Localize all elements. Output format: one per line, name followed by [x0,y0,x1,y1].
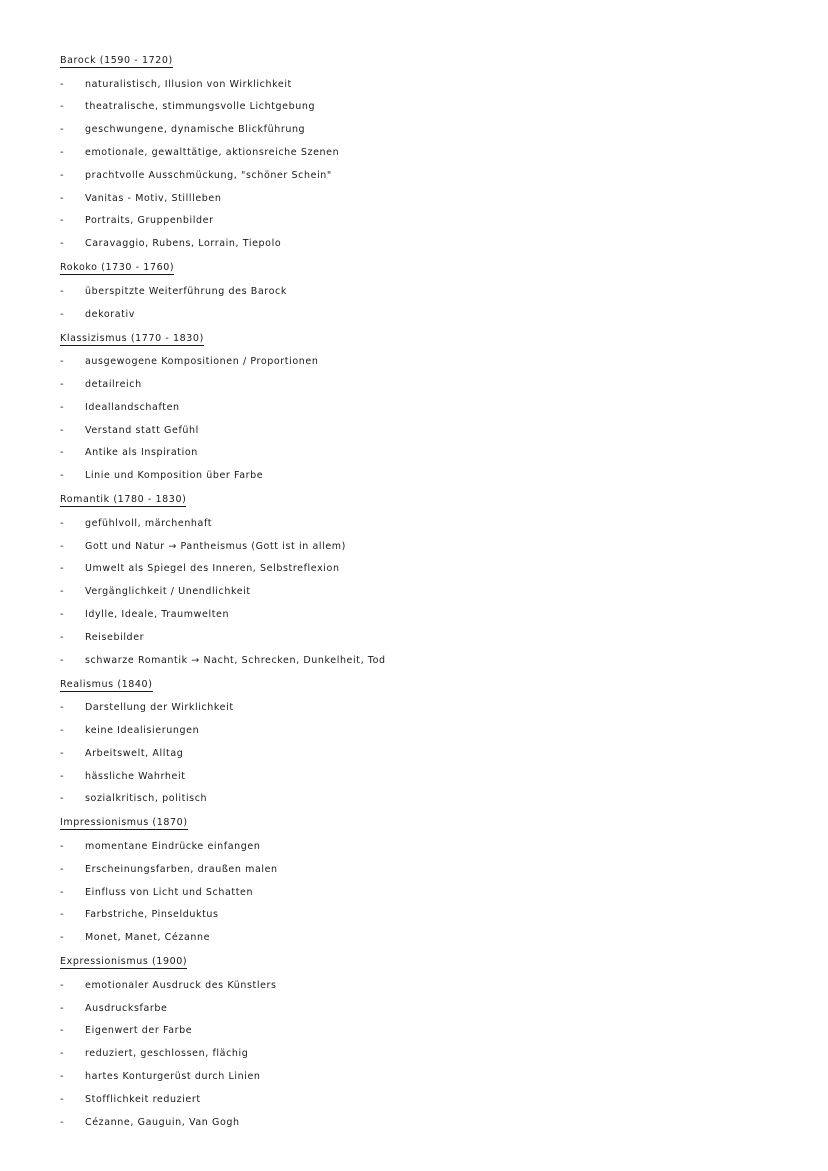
list-item [60,997,800,1020]
list-item [60,603,800,626]
list-item-text: theatralische, stimmungsvolle Lichtgebung [85,101,316,113]
dash-bullet: - [60,517,65,529]
dash-bullet: - [60,747,65,759]
dash-bullet: - [60,609,65,621]
section-heading [60,951,187,974]
dash-bullet: - [60,886,65,898]
list-item-text: Gott und Natur → Pantheismus (Gott ist in allem) [85,540,346,552]
dash-bullet: - [60,379,65,391]
list-item [60,350,800,373]
list-item-text: Stofflichkeit reduziert [85,1093,201,1105]
list-item-text: Cézanne, Gauguin, Van Gogh [85,1116,240,1128]
list-item-text: emotionale, gewalttätige, aktionsreiche Szenen [85,147,340,159]
section-heading-text: Expressionismus (1900) [60,956,188,968]
list-item [60,1088,800,1111]
list-item [60,512,800,535]
list-item [60,118,800,141]
list-item-text: reduziert, geschlossen, flächig [85,1048,249,1060]
list-item [60,187,800,210]
list-item-text: schwarze Romantik → Nacht, Schrecken, Dunkelheit, Tod [85,654,386,666]
section-heading [60,489,186,512]
list-item [60,558,800,581]
list-item [60,535,800,558]
dash-bullet: - [60,215,65,227]
list-item [60,303,800,326]
dash-bullet: - [60,793,65,805]
dash-bullet: - [60,770,65,782]
section-impressionismus [60,810,800,949]
dash-bullet: - [60,1025,65,1037]
dash-bullet: - [60,1002,65,1014]
list-item [60,1019,800,1042]
list-item-text: detailreich [85,379,142,391]
list-item-text: Antike als Inspiration [85,447,198,459]
dash-bullet: - [60,424,65,436]
list-item-text: Reisebilder [85,631,145,643]
list-item [60,232,800,255]
list-item [60,464,800,487]
dash-bullet: - [60,169,65,181]
dash-bullet: - [60,101,65,113]
list-item [60,396,800,419]
list-item [60,1042,800,1065]
dash-bullet: - [60,863,65,875]
list-item [60,649,800,672]
section-realismus [60,672,800,811]
dash-bullet: - [60,308,65,320]
section-barock [60,48,800,255]
list-item [60,903,800,926]
list-item-text: dekorativ [85,308,135,320]
list-item [60,858,800,881]
dash-bullet: - [60,1093,65,1105]
list-item-text: Darstellung der Wirklichkeit [85,702,234,714]
list-item [60,96,800,119]
list-item [60,164,800,187]
list-item-text: Verstand statt Gefühl [85,424,199,436]
list-item [60,1065,800,1088]
dash-bullet: - [60,192,65,204]
dash-bullet: - [60,285,65,297]
section-heading [60,257,174,280]
section-romantik [60,487,800,671]
list-item [60,696,800,719]
list-item-text: Vergänglichkeit / Unendlichkeit [85,586,251,598]
list-item-text: Arbeitswelt, Alltag [85,747,184,759]
list-item [60,835,800,858]
list-item-text: Ausdrucksfarbe [85,1002,168,1014]
list-item [60,141,800,164]
dash-bullet: - [60,1070,65,1082]
section-klassizismus [60,326,800,488]
notes-page [60,48,800,1133]
section-heading-text: Barock (1590 - 1720) [60,55,173,66]
list-item [60,1111,800,1134]
list-item-text: Einfluss von Licht und Schatten [85,886,254,898]
section-expressionismus [60,949,800,1133]
dash-bullet: - [60,563,65,575]
list-item [60,373,800,396]
dash-bullet: - [60,840,65,852]
list-item-text: ausgewogene Kompositionen / Proportionen [85,356,319,368]
list-item-text: sozialkritisch, politisch [85,793,208,805]
list-item-text: Farbstriche, Pinselduktus [85,909,219,921]
dash-bullet: - [60,124,65,136]
section-heading-text: Romantik (1780 - 1830) [60,494,187,506]
list-item [60,73,800,96]
list-item [60,926,800,949]
list-item [60,280,800,303]
list-item-text: Vanitas - Motiv, Stillleben [85,192,222,204]
dash-bullet: - [60,401,65,413]
list-item-text: Umwelt als Spiegel des Inneren, Selbstreflexion [85,563,340,575]
dash-bullet: - [60,702,65,714]
list-item [60,210,800,233]
section-heading-text: Realismus (1840) [60,678,153,690]
list-item-text: Portraits, Gruppenbilder [85,215,214,227]
list-item-text: naturalistisch, Illusion von Wirklichkeit [85,78,292,90]
list-item-text: Monet, Manet, Cézanne [85,932,211,944]
list-item [60,419,800,442]
dash-bullet: - [60,654,65,666]
list-item-text: momentane Eindrücke einfangen [85,840,261,852]
list-item [60,626,800,649]
list-item [60,788,800,811]
list-item-text: Idylle, Ideale, Traumwelten [85,609,230,621]
section-heading-text: Rokoko (1730 - 1760) [60,262,175,274]
list-item-text: hässliche Wahrheit [85,770,186,782]
list-item-text: gefühlvoll, märchenhaft [85,517,213,529]
list-item-text: emotionaler Ausdruck des Künstlers [85,979,277,991]
section-heading [60,674,153,697]
dash-bullet: - [60,470,65,482]
dash-bullet: - [60,909,65,921]
dash-bullet: - [60,586,65,598]
dash-bullet: - [60,356,65,368]
list-item-text: Erscheinungsfarben, draußen malen [85,863,278,875]
dash-bullet: - [60,631,65,643]
list-item [60,974,800,997]
section-heading [60,812,188,835]
list-item-text: Linie und Komposition über Farbe [85,470,264,482]
list-item-text: Ideallandschaften [85,401,180,413]
dash-bullet: - [60,147,65,159]
list-item-text: geschwungene, dynamische Blickführung [85,124,306,136]
dash-bullet: - [60,979,65,991]
section-heading-text: Klassizismus (1770 - 1830) [60,332,204,344]
dash-bullet: - [60,725,65,736]
dash-bullet: - [60,1048,65,1060]
list-item-text: prachtvolle Ausschmückung, "schöner Schein" [85,169,332,181]
dash-bullet: - [60,447,65,459]
list-item [60,742,800,765]
list-item [60,765,800,788]
list-item [60,719,800,742]
dash-bullet: - [60,1116,65,1128]
list-item-text: hartes Konturgerüst durch Linien [85,1070,261,1082]
section-rokoko [60,255,800,325]
list-item [60,881,800,904]
list-item [60,442,800,465]
section-heading [60,50,173,73]
dash-bullet: - [60,540,65,552]
list-item [60,580,800,603]
list-item-text: Caravaggio, Rubens, Lorrain, Tiepolo [85,238,282,250]
dash-bullet: - [60,78,65,90]
section-heading [60,328,204,351]
dash-bullet: - [60,932,65,944]
list-item-text: überspitzte Weiterführung des Barock [85,285,287,297]
list-item-text: keine Idealisierungen [85,725,200,736]
dash-bullet: - [60,238,65,250]
list-item-text: Eigenwert der Farbe [85,1025,193,1037]
section-heading-text: Impressionismus (1870) [60,817,188,829]
